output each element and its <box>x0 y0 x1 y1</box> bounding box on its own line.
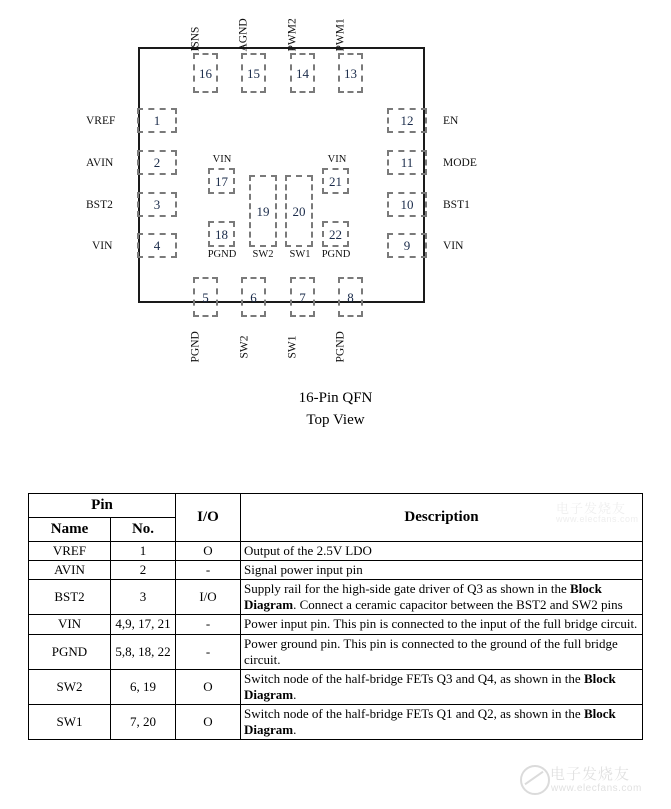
pin-box-11: 11 <box>387 150 427 175</box>
cell-pin-description <box>241 561 643 580</box>
description-text: Supply rail for the high-side gate driver of Q3 as shown in the <box>244 581 571 597</box>
table-row <box>29 704 643 739</box>
cell-pin-name: SW1 <box>29 704 111 739</box>
pad-label-sw2-19: SW2 <box>252 249 274 260</box>
pin-box-16: 16 <box>193 53 218 93</box>
pin-box-6: 6 <box>241 277 266 317</box>
pin-box-17: 17 <box>208 168 235 194</box>
pin-box-9: 9 <box>387 233 427 258</box>
description-emphasis: Block Diagram <box>244 705 616 738</box>
pad-label-vin-21: VIN <box>327 154 347 165</box>
pin-box-7: 7 <box>290 277 315 317</box>
pin-label-bst1: BST1 <box>443 199 470 211</box>
pin-label-avin: AVIN <box>86 157 114 169</box>
pin-label-isns: ISNS <box>189 26 202 52</box>
cell-pin-description <box>241 634 643 669</box>
cell-pin-io: - <box>176 615 241 634</box>
pin-label-bst2: BST2 <box>86 199 113 211</box>
pin-label-vin-left: VIN <box>92 240 113 252</box>
table-body <box>29 542 643 740</box>
cell-pin-number: 7, 20 <box>111 704 176 739</box>
cell-pin-io: O <box>176 542 241 561</box>
cell-pin-number: 5,8, 18, 22 <box>111 634 176 669</box>
watermark-url-text: www.elecfans.com <box>551 783 642 794</box>
pin-label-vref: VREF <box>86 115 116 127</box>
pin-box-22: 22 <box>322 221 349 247</box>
site-watermark <box>518 757 668 803</box>
description-text: Switch node of the half-bridge FETs Q3 and Q4, as shown in the <box>244 670 584 686</box>
cell-pin-io: O <box>176 669 241 704</box>
pin-box-19: 19 <box>249 175 277 247</box>
cell-pin-io: - <box>176 561 241 580</box>
cell-pin-number: 6, 19 <box>111 669 176 704</box>
cell-pin-description <box>241 704 643 739</box>
pin-box-13: 13 <box>338 53 363 93</box>
header-description: Description <box>241 494 643 542</box>
pin-box-12: 12 <box>387 108 427 133</box>
cell-pin-io: - <box>176 634 241 669</box>
table-header-row-1 <box>29 494 643 518</box>
cell-pin-description <box>241 542 643 561</box>
table-row <box>29 615 643 634</box>
cell-pin-number: 4,9, 17, 21 <box>111 615 176 634</box>
table-row <box>29 634 643 669</box>
cell-pin-io: O <box>176 704 241 739</box>
cell-pin-description <box>241 615 643 634</box>
cell-pin-number: 3 <box>111 580 176 615</box>
pin-label-pwm2: PWM2 <box>286 18 299 52</box>
pin-box-18: 18 <box>208 221 235 247</box>
chip-body-outline <box>138 47 425 303</box>
diagram-caption-line1: 16-Pin QFN <box>298 390 373 406</box>
pin-label-pwm1: PWM1 <box>334 18 347 52</box>
pin-box-4: 4 <box>137 233 177 258</box>
description-text: Power ground pin. This pin is connected to the ground of the full bridge circuit. <box>244 635 618 667</box>
pin-label-pgnd-8: PGND <box>334 331 347 363</box>
description-text: . Connect a ceramic capacitor between the BST2 and SW2 pins <box>293 597 623 613</box>
cell-pin-description <box>241 669 643 704</box>
pin-label-pgnd-5: PGND <box>189 331 202 363</box>
pin-box-21: 21 <box>322 168 349 194</box>
description-text: Signal power input pin <box>244 562 363 578</box>
pin-box-20: 20 <box>285 175 313 247</box>
pin-description-table-container <box>28 493 643 740</box>
pad-label-pgnd-22: PGND <box>321 249 351 260</box>
pin-box-15: 15 <box>241 53 266 93</box>
description-text: Switch node of the half-bridge FETs Q1 and Q2, as shown in the <box>244 705 584 721</box>
description-emphasis: Block Diagram <box>244 670 616 702</box>
pad-label-sw1-20: SW1 <box>289 249 311 260</box>
pad-label-pgnd-18: PGND <box>207 249 237 260</box>
pin-box-14: 14 <box>290 53 315 93</box>
description-text: Output of the 2.5V LDO <box>244 543 372 558</box>
cell-pin-name: SW2 <box>29 669 111 704</box>
pin-box-8: 8 <box>338 277 363 317</box>
pin-box-5: 5 <box>193 277 218 317</box>
cell-pin-name: AVIN <box>29 561 111 580</box>
header-name: Name <box>29 518 111 542</box>
pad-label-vin-17: VIN <box>212 154 232 165</box>
table-row <box>29 561 643 580</box>
cell-pin-name: VIN <box>29 615 111 634</box>
pin-label-agnd: AGND <box>237 18 250 52</box>
table-row <box>29 542 643 561</box>
description-text: . <box>293 686 297 702</box>
cell-pin-name: PGND <box>29 634 111 669</box>
header-no: No. <box>111 518 176 542</box>
watermark-secondary-url-text: www.elecfans.com <box>556 514 639 524</box>
header-io: I/O <box>176 494 241 542</box>
cell-pin-number: 1 <box>111 542 176 561</box>
watermark-secondary-chinese-text: 电子发烧友 <box>556 502 627 517</box>
table-row <box>29 669 643 704</box>
watermark-chinese-text: 电子发烧友 <box>550 765 631 783</box>
pin-description-table <box>28 493 643 740</box>
pin-label-sw2-6: SW2 <box>238 335 251 359</box>
table-row <box>29 580 643 615</box>
watermark-logo-slash-icon <box>524 771 543 785</box>
cell-pin-description <box>241 580 643 615</box>
cell-pin-number: 2 <box>111 561 176 580</box>
table-header <box>29 494 643 542</box>
cell-pin-name: VREF <box>29 542 111 561</box>
pin-label-sw1-7: SW1 <box>286 335 299 359</box>
diagram-caption-line2: Top View <box>306 412 365 428</box>
pin-box-1: 1 <box>137 108 177 133</box>
pin-label-en: EN <box>443 115 459 127</box>
pin-label-vin-right: VIN <box>443 240 464 252</box>
pin-box-3: 3 <box>137 192 177 217</box>
pin-box-10: 10 <box>387 192 427 217</box>
cell-pin-io: I/O <box>176 580 241 615</box>
description-emphasis: Block Diagram <box>244 581 602 613</box>
cell-pin-name: BST2 <box>29 580 111 615</box>
watermark-logo-icon <box>520 765 550 795</box>
description-text: . <box>293 722 297 738</box>
pin-box-2: 2 <box>137 150 177 175</box>
header-pin: Pin <box>29 494 176 518</box>
description-text: Power input pin. This pin is connected to the input of the full bridge circuit. <box>244 616 638 632</box>
pin-label-mode: MODE <box>443 157 477 169</box>
